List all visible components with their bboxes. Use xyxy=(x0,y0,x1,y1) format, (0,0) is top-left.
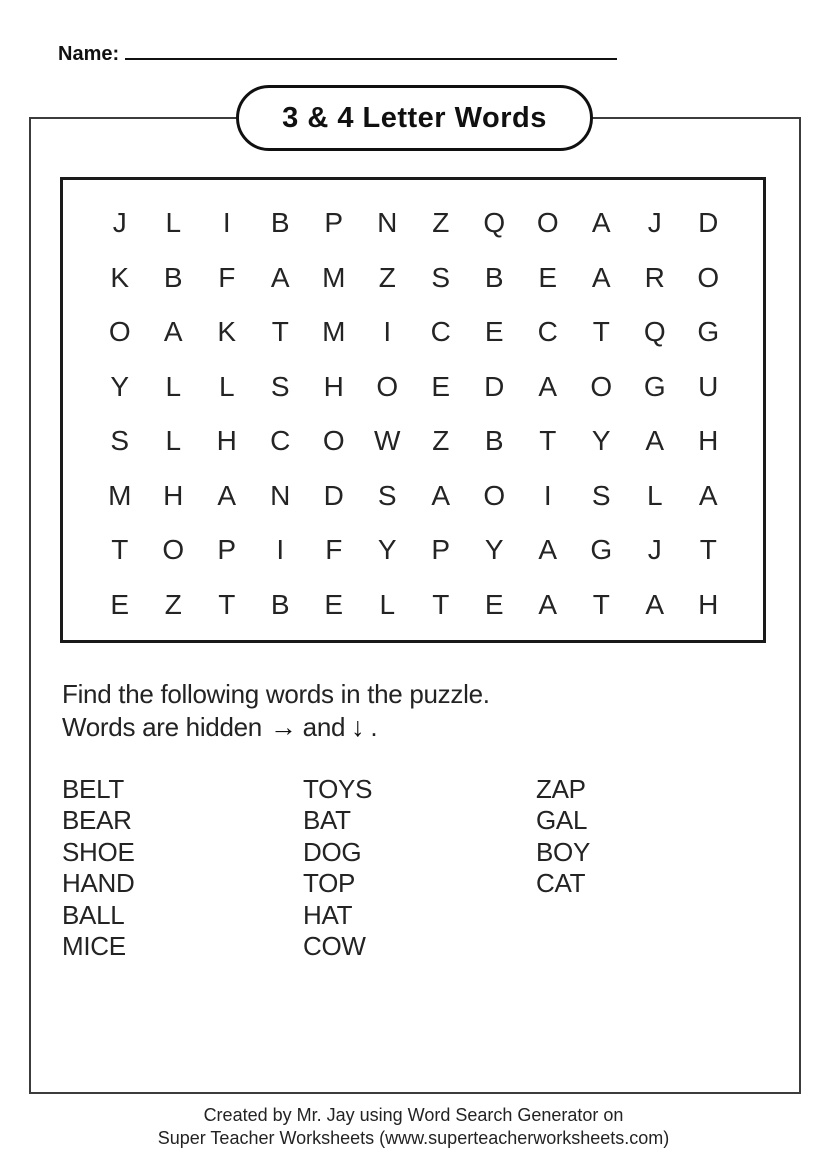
word-item: DOG xyxy=(303,836,362,867)
grid-letter: L xyxy=(165,425,182,457)
grid-letter: P xyxy=(217,534,237,566)
name-label: Name: xyxy=(58,43,120,65)
grid-letter: T xyxy=(218,588,236,620)
grid-letter: E xyxy=(484,588,504,620)
grid-letter: R xyxy=(644,261,665,293)
grid-letter: C xyxy=(430,316,451,348)
grid-letter: M xyxy=(322,316,346,348)
grid-letter: A xyxy=(538,534,558,566)
grid-letter: B xyxy=(484,261,504,293)
grid-letter: M xyxy=(322,261,346,293)
grid-letter: I xyxy=(222,207,231,239)
grid-letter: O xyxy=(483,479,506,511)
grid-letter: L xyxy=(218,370,235,402)
grid-letter: J xyxy=(647,534,662,566)
grid-letter: N xyxy=(377,207,398,239)
grid-letter: T xyxy=(432,588,450,620)
word-item: SHOE xyxy=(62,836,135,867)
grid-letter: O xyxy=(376,370,399,402)
grid-letter: O xyxy=(697,261,720,293)
grid-letter: D xyxy=(484,370,505,402)
grid-letter: I xyxy=(383,316,392,348)
grid-letter: E xyxy=(484,316,504,348)
word-item: BAT xyxy=(303,805,351,836)
word-item: BALL xyxy=(62,899,125,930)
instructions-line1: Find the following words in the puzzle. xyxy=(62,679,490,709)
grid-letter: A xyxy=(645,588,665,620)
grid-letter: C xyxy=(537,316,558,348)
grid-letter: A xyxy=(538,370,558,402)
grid-letter: N xyxy=(270,479,291,511)
word-item: COW xyxy=(303,931,366,962)
grid-letter: A xyxy=(163,316,183,348)
grid-letter: G xyxy=(590,534,613,566)
grid-letter: A xyxy=(591,261,611,293)
instructions-line2-prefix: Words are hidden xyxy=(62,712,262,742)
grid-letter: A xyxy=(217,479,237,511)
footer-line1: Created by Mr. Jay using Word Search Generator on xyxy=(203,1105,624,1125)
grid-letter: O xyxy=(536,207,559,239)
instructions-line2-period: . xyxy=(370,712,378,742)
grid-letter: H xyxy=(698,588,719,620)
grid-letter: O xyxy=(108,316,131,348)
grid-letter: Y xyxy=(591,425,611,457)
grid-letter: H xyxy=(698,425,719,457)
arrow-down-icon: ↓ xyxy=(351,712,365,742)
grid-letter: L xyxy=(379,588,396,620)
instructions xyxy=(62,678,490,744)
grid-letter: H xyxy=(323,370,344,402)
word-item: ZAP xyxy=(536,774,586,804)
word-column xyxy=(62,774,303,962)
grid-letter: A xyxy=(591,207,611,239)
grid-letter: Y xyxy=(377,534,397,566)
grid-letter: O xyxy=(590,370,613,402)
grid-letter: O xyxy=(162,534,185,566)
grid-letter: L xyxy=(165,207,182,239)
grid-letter: T xyxy=(539,425,557,457)
grid-letter: Z xyxy=(432,425,450,457)
grid-letter: B xyxy=(270,588,290,620)
word-item: BOY xyxy=(536,836,591,867)
puzzle-grid xyxy=(63,180,763,640)
grid-letter: L xyxy=(165,370,182,402)
footer-credit xyxy=(0,1104,827,1150)
grid-letter: U xyxy=(698,370,719,402)
grid-letter: O xyxy=(322,425,345,457)
grid-letter: A xyxy=(270,261,290,293)
title-pill xyxy=(236,85,593,151)
grid-letter: P xyxy=(431,534,451,566)
word-item: GAL xyxy=(536,805,588,836)
word-item: TOP xyxy=(303,868,356,899)
grid-letter: Q xyxy=(643,316,666,348)
grid-letter: J xyxy=(112,207,127,239)
grid-letter: P xyxy=(324,207,344,239)
grid-letter: G xyxy=(643,370,666,402)
word-item: TOYS xyxy=(303,774,373,804)
grid-letter: E xyxy=(538,261,558,293)
grid-letter: E xyxy=(324,588,344,620)
grid-letter: Z xyxy=(432,207,450,239)
grid-letter: T xyxy=(271,316,289,348)
grid-letter: B xyxy=(484,425,504,457)
word-item: BEAR xyxy=(62,805,132,836)
grid-letter: T xyxy=(592,588,610,620)
page-title: 3 & 4 Letter Words xyxy=(282,101,547,134)
grid-letter: Q xyxy=(483,207,506,239)
grid-letter: B xyxy=(270,207,290,239)
grid-letter: T xyxy=(111,534,129,566)
grid-letter: L xyxy=(646,479,663,511)
grid-letter: A xyxy=(645,425,665,457)
word-item: CAT xyxy=(536,868,586,899)
word-column xyxy=(303,774,536,962)
grid-letter: I xyxy=(276,534,285,566)
word-item: HAND xyxy=(62,868,135,899)
grid-letter: D xyxy=(698,207,719,239)
grid-letter: J xyxy=(647,207,662,239)
grid-letter: S xyxy=(110,425,130,457)
grid-letter: K xyxy=(110,261,130,293)
grid-letter: G xyxy=(697,316,720,348)
instructions-line2 xyxy=(62,711,490,744)
grid-letter: B xyxy=(163,261,183,293)
grid-letter: T xyxy=(592,316,610,348)
grid-letter: S xyxy=(270,370,290,402)
puzzle-grid-box xyxy=(60,177,766,643)
grid-letter: H xyxy=(216,425,237,457)
grid-letter: I xyxy=(543,479,552,511)
name-row xyxy=(58,40,617,66)
word-item: MICE xyxy=(62,931,126,962)
grid-letter: K xyxy=(217,316,237,348)
grid-letter: T xyxy=(699,534,717,566)
grid-letter: Y xyxy=(484,534,504,566)
grid-letter: H xyxy=(163,479,184,511)
grid-letter: Y xyxy=(110,370,130,402)
grid-letter: C xyxy=(270,425,291,457)
word-item: BELT xyxy=(62,774,124,804)
word-column xyxy=(536,774,590,962)
word-list xyxy=(62,774,590,962)
grid-letter: W xyxy=(374,425,401,457)
grid-letter: Z xyxy=(378,261,396,293)
grid-letter: A xyxy=(431,479,451,511)
grid-letter: E xyxy=(431,370,451,402)
grid-letter: F xyxy=(218,261,236,293)
grid-letter: E xyxy=(110,588,130,620)
grid-letter: S xyxy=(591,479,611,511)
arrow-right-icon: → xyxy=(269,712,297,742)
grid-letter: A xyxy=(698,479,718,511)
grid-letter: F xyxy=(325,534,343,566)
grid-letter: S xyxy=(377,479,397,511)
and-label: and xyxy=(302,712,346,742)
grid-letter: Z xyxy=(164,588,182,620)
grid-letter: D xyxy=(323,479,344,511)
grid-letter: M xyxy=(108,479,132,511)
word-item: HAT xyxy=(303,899,353,930)
grid-letter: S xyxy=(431,261,451,293)
name-blank-line xyxy=(125,40,617,60)
footer-line2: Super Teacher Worksheets (www.superteacherworksheets.com) xyxy=(157,1128,670,1148)
grid-letter: A xyxy=(538,588,558,620)
